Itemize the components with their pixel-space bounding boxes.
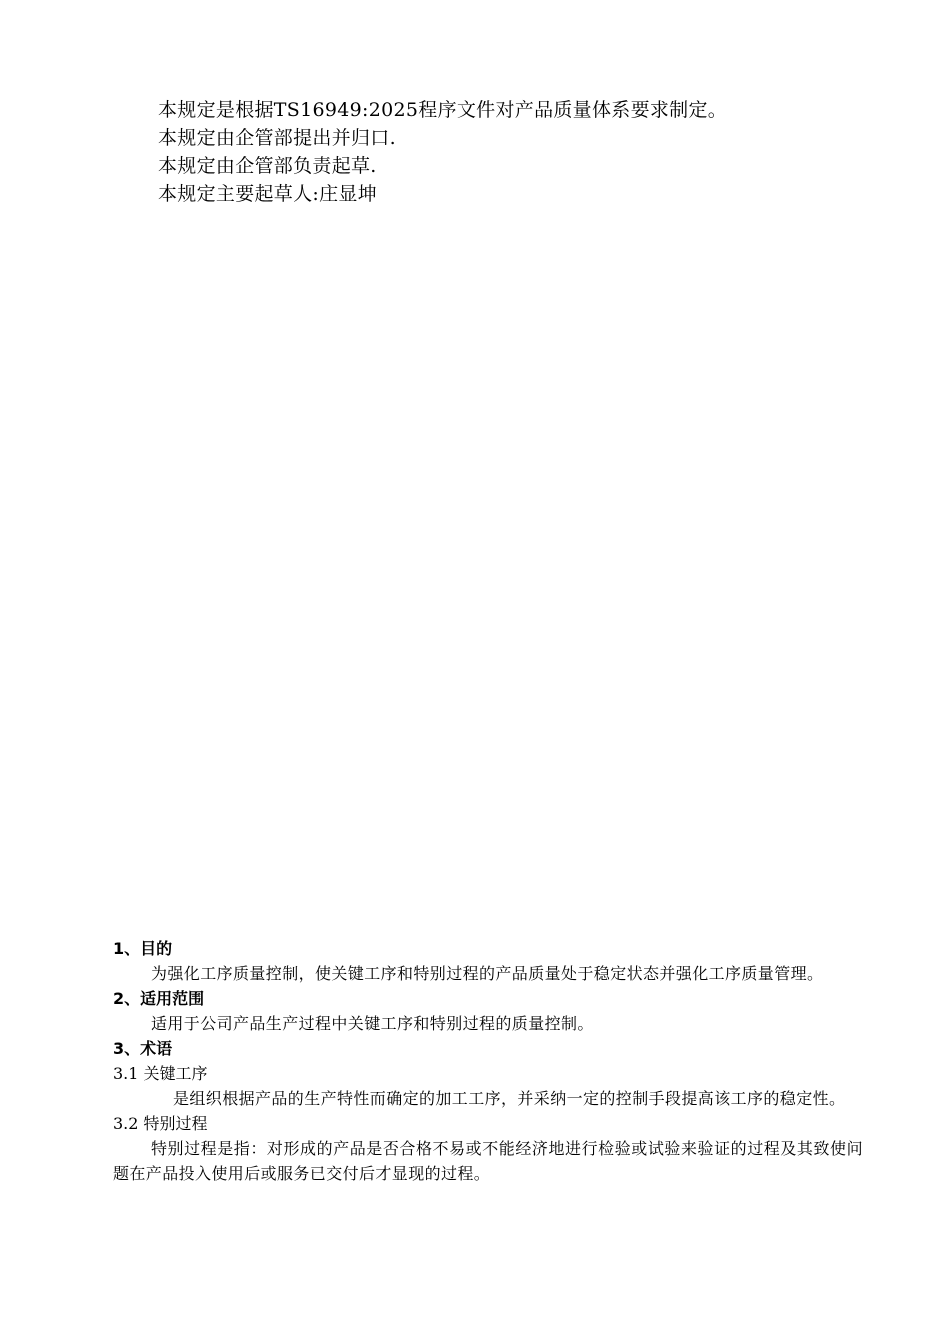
section-heading-purpose: 1、目的 (113, 939, 173, 958)
term-title-key-process: 3.1 关键工序 (113, 1064, 208, 1083)
term-text-special-process: 特别过程是指：对形成的产品是否合格不易或不能经济地进行检验或试验来验证的过程及其致使问题在产品投入使用后或服务已交付后才显现的过程。 (113, 1139, 863, 1183)
section-text-purpose: 为强化工序质量控制，使关键工序和特别过程的产品质量处于稳定状态并强化工序质量管理。 (151, 964, 824, 983)
term-title-special-process: 3.2 特别过程 (113, 1114, 208, 1133)
preface-block (158, 96, 918, 208)
document-body (113, 936, 863, 1186)
preface-line-drafter-dept: 本规定由企管部负责起草. (158, 155, 377, 177)
preface-line-proposer: 本规定由企管部提出并归口. (158, 127, 396, 149)
section-heading-scope: 2、适用范围 (113, 989, 205, 1008)
term-text-key-process: 是组织根据产品的生产特性而确定的加工工序，并采纳一定的控制手段提高该工序的稳定性。 (173, 1089, 846, 1108)
section-heading-terms: 3、术语 (113, 1039, 173, 1058)
preface-line-basis: 本规定是根据TS16949:2025程序文件对产品质量体系要求制定。 (158, 99, 728, 121)
section-text-scope: 适用于公司产品生产过程中关键工序和特别过程的质量控制。 (151, 1014, 594, 1033)
preface-line-main-drafter: 本规定主要起草人:庄显坤 (158, 183, 378, 205)
